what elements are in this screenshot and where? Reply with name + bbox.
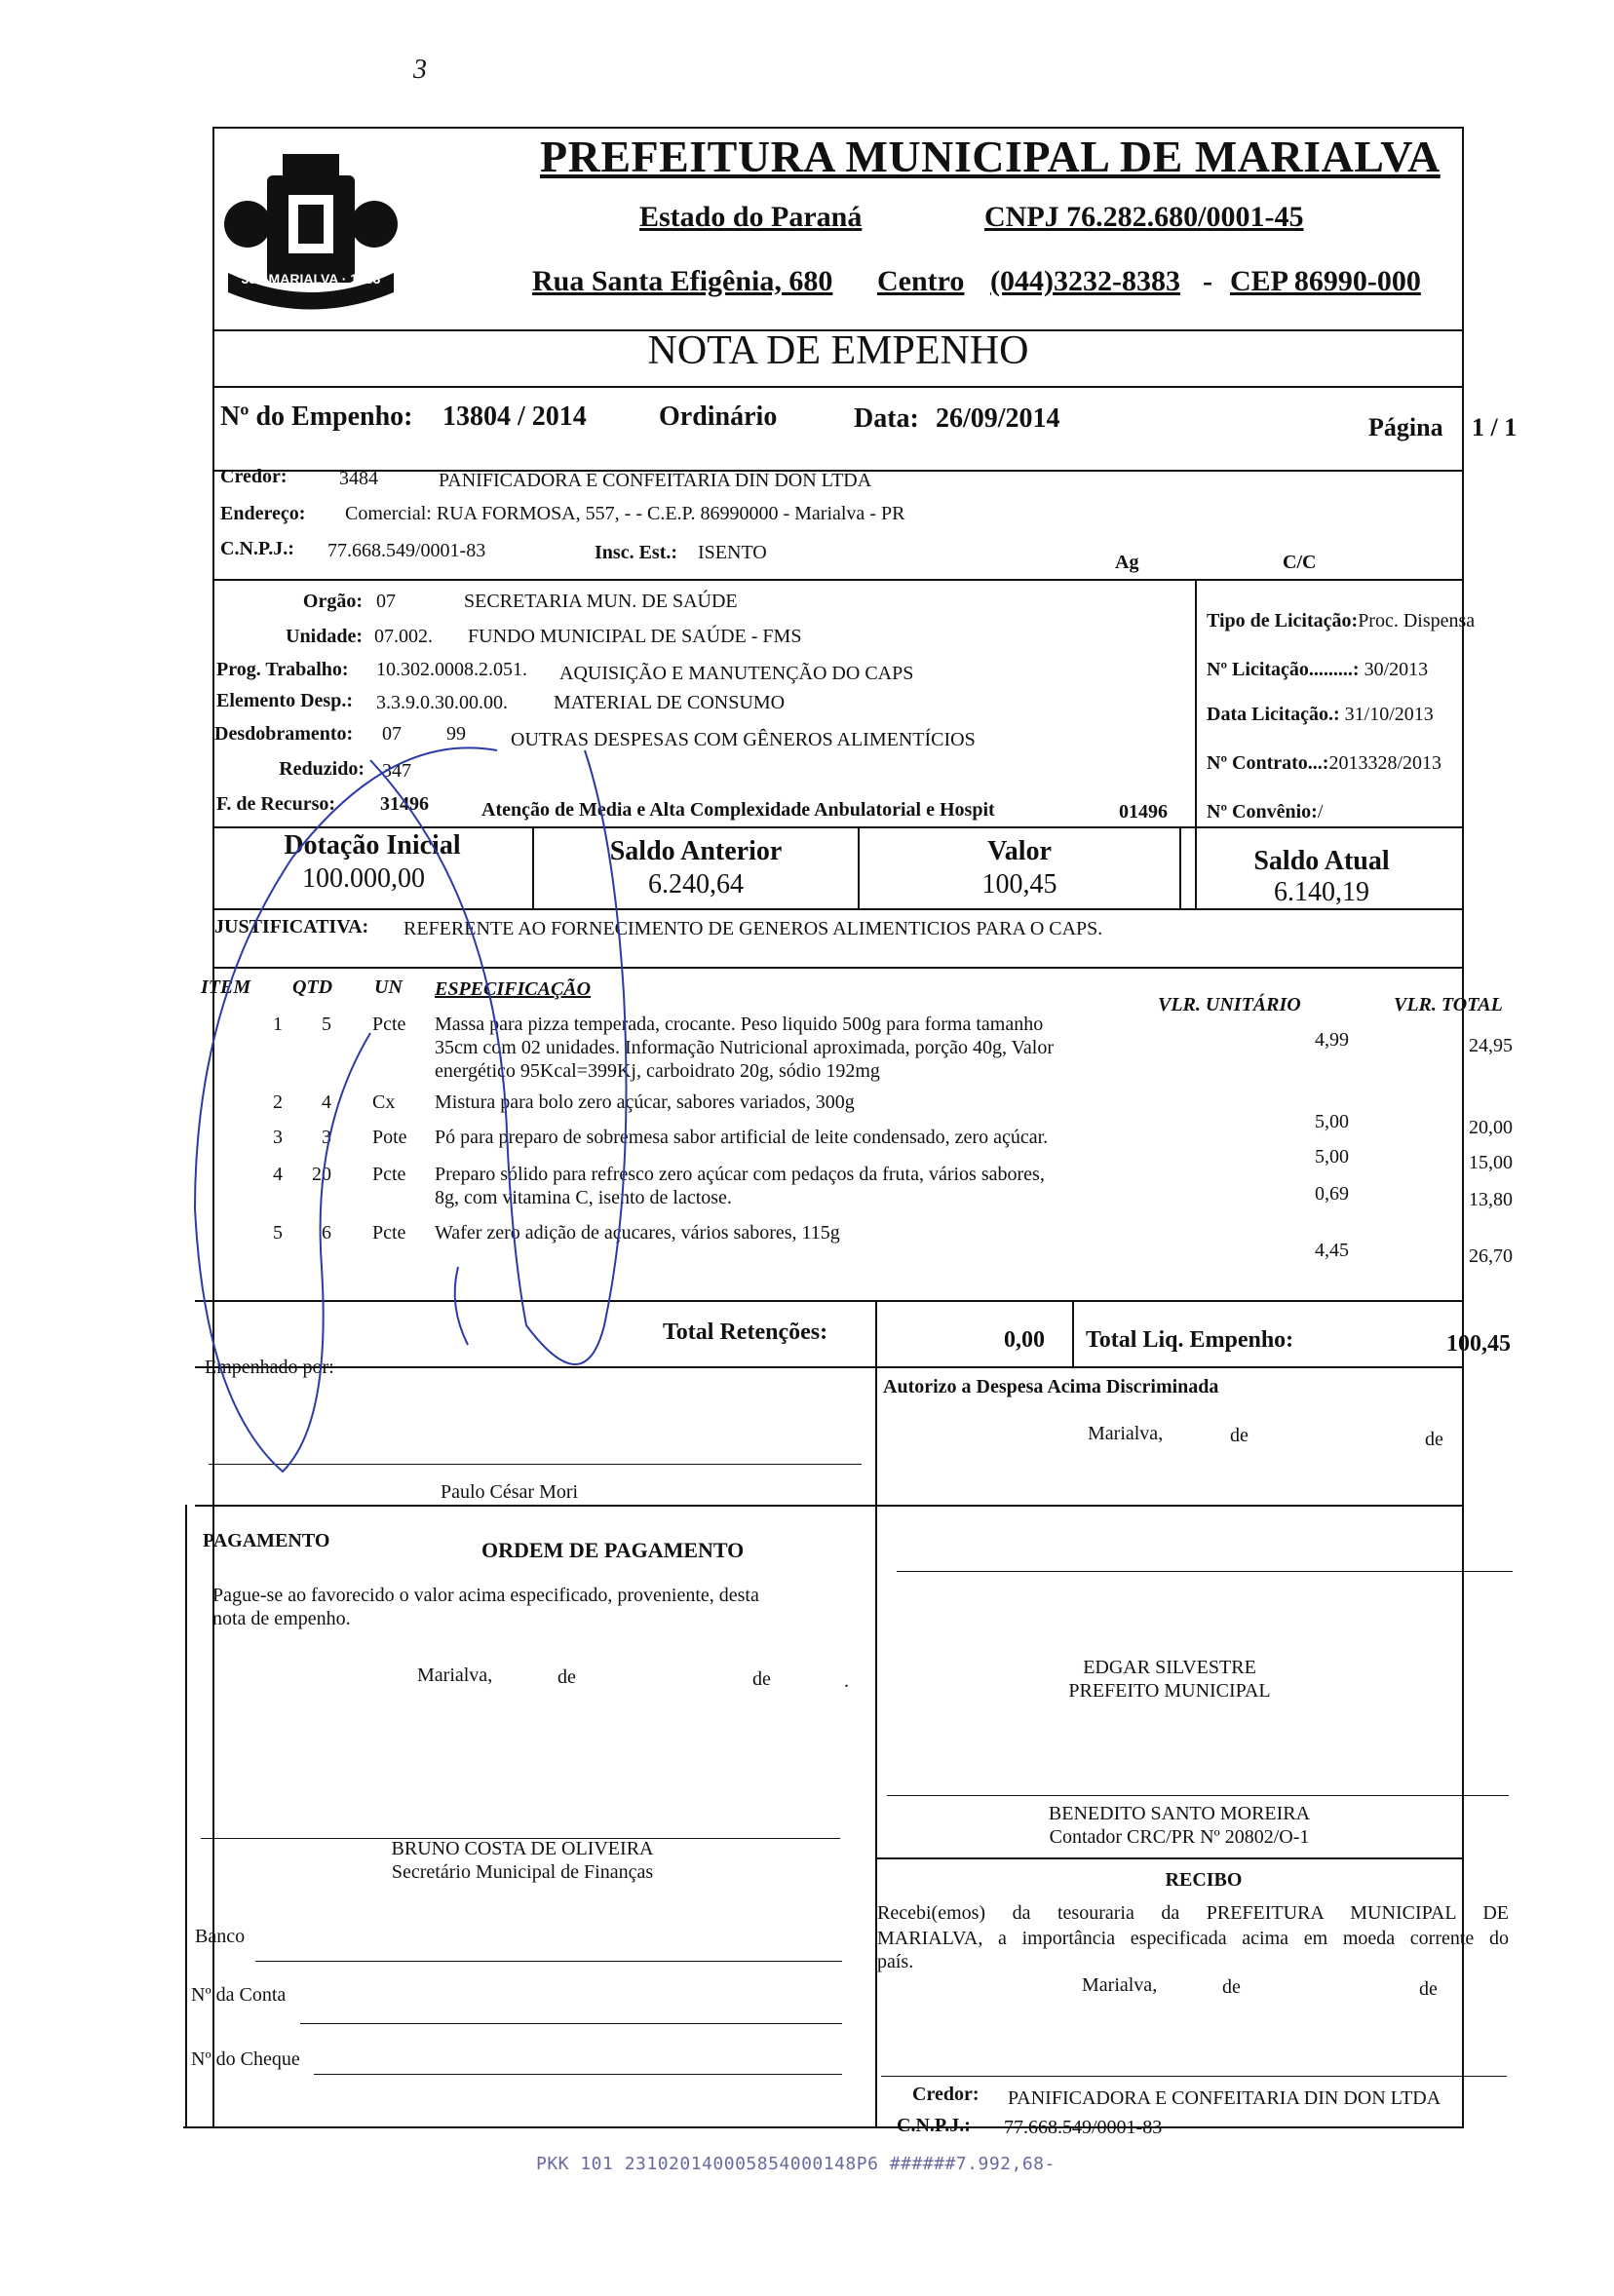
item-qtd: 5 — [322, 1014, 331, 1035]
recibo-de2: de — [1419, 1978, 1438, 2000]
recibo-de1: de — [1222, 1976, 1241, 1998]
cc-label: C/C — [1283, 552, 1317, 573]
header-cnpj: CNPJ 76.282.680/0001-45 — [984, 201, 1304, 233]
unidade-label: Unidade: — [286, 626, 363, 647]
licitacao-numero-label: Nº Licitação.........: — [1207, 659, 1360, 680]
item-unit-type: Pcte — [372, 1014, 406, 1035]
item-unit-type: Pcte — [372, 1164, 406, 1185]
item-unit-type: Cx — [372, 1091, 396, 1113]
dotacao-value: 100.000,00 — [302, 863, 425, 894]
elemento-code: 3.3.9.0.30.00.00. — [376, 692, 508, 713]
item-total-price: 13,80 — [1469, 1189, 1513, 1210]
autorizo-de1: de — [1230, 1425, 1249, 1446]
saldo-anterior-value: 6.240,64 — [648, 869, 744, 899]
credor-label: Credor: — [220, 466, 288, 487]
col-spec: ESPECIFICAÇÃO — [435, 978, 592, 1000]
licitacao-contrato-label: Nº Contrato...: — [1207, 752, 1329, 774]
licitacao-data — [1207, 704, 1434, 726]
reduzido-value: 347 — [382, 760, 411, 782]
justificativa-text: REFERENTE AO FORNECIMENTO DE GENEROS ALIMENTICIOS PARA O CAPS. — [404, 918, 1103, 939]
orgao-code: 07 — [376, 591, 396, 612]
licitacao-data-label: Data Licitação.: — [1207, 704, 1340, 725]
empenho-number-label: Nº do Empenho: — [220, 402, 413, 432]
inscr-label: Insc. Est.: — [595, 542, 678, 563]
dotacao-label: Dotação Inicial — [284, 830, 461, 861]
item-qtd: 6 — [322, 1222, 331, 1244]
licitacao-convenio-label: Nº Convênio: — [1207, 801, 1318, 823]
municipal-seal — [218, 136, 404, 312]
valor-label: Valor — [987, 836, 1052, 866]
col-unit: VLR. UNITÁRIO — [1158, 994, 1301, 1015]
licitacao-data-value: 31/10/2013 — [1344, 704, 1434, 725]
recurso-code2: 01496 — [1119, 801, 1168, 823]
item-unit-price: 5,00 — [1315, 1146, 1349, 1167]
saldo-anterior-label: Saldo Anterior — [609, 836, 783, 866]
pagamento-city: Marialva, — [417, 1665, 493, 1686]
item-qtd: 3 — [322, 1127, 331, 1148]
item-unit-type: Pcte — [372, 1222, 406, 1244]
prog-name: AQUISIÇÃO E MANUTENÇÃO DO CAPS — [559, 663, 914, 684]
item-number: 4 — [273, 1164, 283, 1185]
document-title: NOTA DE EMPENHO — [647, 328, 1029, 373]
item-number: 3 — [273, 1127, 283, 1148]
unidade-code: 07.002. — [374, 626, 433, 647]
header-phone: (044)3232-8383 — [990, 265, 1180, 297]
page-label: Página — [1368, 413, 1443, 441]
item-unit-price: 5,00 — [1315, 1111, 1349, 1132]
credor-cnpj: 77.668.549/0001-83 — [327, 540, 486, 561]
footer-cnpj-label: C.N.P.J.: — [897, 2115, 971, 2136]
col-item: ITEM — [201, 976, 251, 998]
elemento-name: MATERIAL DE CONSUMO — [554, 692, 786, 713]
recibo-line2: MARIALVA, a importância especificada acima em moeda corrente do — [877, 1928, 1509, 1949]
item-spec-line: Preparo sólido para refresco zero açúcar com pedaços da fruta, vários sabores, — [435, 1164, 1045, 1185]
empenho-date-label: Data: — [854, 403, 919, 434]
licitacao-numero-value: 30/2013 — [1364, 659, 1429, 680]
prefeito-role: PREFEITO MUNICIPAL — [1068, 1680, 1271, 1702]
col-un: UN — [374, 976, 403, 998]
liquido-value: 100,45 — [1446, 1331, 1511, 1357]
prog-label: Prog. Trabalho: — [216, 659, 349, 680]
item-unit-type: Pote — [372, 1127, 407, 1148]
unidade-name: FUNDO MUNICIPAL DE SAÚDE - FMS — [468, 626, 802, 647]
footer-credor-label: Credor: — [912, 2084, 980, 2105]
licitacao-contrato-value: 2013328/2013 — [1328, 752, 1442, 774]
item-total-price: 24,95 — [1469, 1035, 1513, 1056]
saldo-atual-value: 6.140,19 — [1274, 877, 1369, 907]
header-district: Centro — [877, 265, 965, 297]
item-unit-price: 0,69 — [1315, 1183, 1349, 1205]
item-spec-line: 35cm com 02 unidades. Informação Nutricional aproximada, porção 40g, Valor — [435, 1037, 1054, 1058]
licitacao-tipo-label: Tipo de Licitação: — [1207, 610, 1359, 631]
desdob-code2: 99 — [446, 723, 466, 745]
stamp-line: PKK 101 231020140005854000148P6 ######7.992,68- — [536, 2154, 1056, 2174]
empenho-date: 26/09/2014 — [936, 403, 1060, 434]
item-spec-line: 8g, com vitamina C, isento de lactose. — [435, 1187, 732, 1208]
licitacao-tipo — [1207, 610, 1475, 632]
col-total: VLR. TOTAL — [1394, 994, 1503, 1015]
item-qtd: 4 — [322, 1091, 331, 1113]
header-dash: - — [1203, 265, 1212, 297]
page-mark: 3 — [413, 55, 427, 85]
licitacao-convenio-value: / — [1317, 801, 1324, 823]
recibo-line3: país. — [877, 1951, 914, 1972]
item-spec-line: Wafer zero adição de açucares, vários sabores, 115g — [435, 1222, 840, 1244]
ordem-label: ORDEM DE PAGAMENTO — [481, 1538, 745, 1562]
recurso-code: 31496 — [380, 793, 429, 815]
header-street: Rua Santa Efigênia, 680 — [532, 265, 833, 297]
empenhado-label: Empenhado por: — [205, 1357, 334, 1378]
footer-cnpj: 77.668.549/0001-83 — [1004, 2117, 1163, 2138]
valor-value: 100,45 — [981, 869, 1057, 899]
retencoes-value: 0,00 — [1004, 1327, 1045, 1353]
licitacao-contrato — [1207, 752, 1441, 775]
item-number: 2 — [273, 1091, 283, 1113]
licitacao-convenio — [1207, 801, 1323, 823]
pagamento-text-2: nota de empenho. — [212, 1608, 351, 1629]
header-cep: CEP 86990-000 — [1230, 265, 1421, 297]
credor-name: PANIFICADORA E CONFEITARIA DIN DON LTDA — [439, 470, 872, 491]
orgao-label: Orgão: — [302, 591, 363, 612]
empenhado-name: Paulo César Mori — [441, 1481, 579, 1503]
item-spec-line: Pó para preparo de sobremesa sabor artificial de leite condensado, zero açúcar. — [435, 1127, 1049, 1148]
ag-label: Ag — [1115, 552, 1139, 573]
pagamento-dot: . — [844, 1670, 849, 1692]
address-label: Endereço: — [220, 503, 306, 524]
recibo-line1: Recebi(emos) da tesouraria da PREFEITURA MUNICIPAL DE — [877, 1902, 1509, 1924]
empenho-type: Ordinário — [659, 402, 778, 432]
col-qtd: QTD — [292, 976, 333, 998]
pagamento-de2: de — [752, 1668, 771, 1690]
item-qtd: 20 — [312, 1164, 331, 1185]
pagamento-text-1: Pague-se ao favorecido o valor acima especificado, proveniente, desta — [212, 1585, 759, 1606]
desdob-code1: 07 — [382, 723, 402, 745]
contador-role: Contador CRC/PR Nº 20802/O-1 — [1049, 1826, 1310, 1848]
item-spec-line: energético 95Kcal=399Kj, carboidrato 20g, sódio 192mg — [435, 1060, 880, 1082]
orgao-name: SECRETARIA MUN. DE SAÚDE — [464, 591, 738, 612]
footer-credor-name: PANIFICADORA E CONFEITARIA DIN DON LTDA — [1008, 2087, 1441, 2109]
prefeito-name: EDGAR SILVESTRE — [1083, 1657, 1256, 1678]
credor-code: 3484 — [339, 468, 378, 489]
cnpj-label: C.N.P.J.: — [220, 538, 294, 559]
secretario-role: Secretário Municipal de Finanças — [391, 1861, 654, 1883]
recibo-city: Marialva, — [1082, 1974, 1158, 1996]
header-title: PREFEITURA MUNICIPAL DE MARIALVA — [540, 132, 1441, 181]
saldo-atual-label: Saldo Atual — [1253, 846, 1390, 876]
item-total-price: 15,00 — [1469, 1152, 1513, 1173]
empenho-number: 13804 / 2014 — [442, 402, 587, 432]
reduzido-label: Reduzido: — [279, 758, 365, 780]
header-state: Estado do Paraná — [639, 201, 863, 233]
credor-inscr: ISENTO — [698, 542, 767, 563]
item-total-price: 26,70 — [1469, 1245, 1513, 1267]
recurso-label: F. de Recurso: — [216, 793, 336, 815]
item-spec-line: Massa para pizza temperada, crocante. Peso liquido 500g para forma tamanho — [435, 1014, 1044, 1035]
retencoes-label: Total Retenções: — [663, 1320, 828, 1345]
banco-label: Banco — [195, 1926, 246, 1947]
pagamento-label: PAGAMENTO — [203, 1530, 330, 1551]
credor-address: Comercial: RUA FORMOSA, 557, - - C.E.P. 86990000 - Marialva - PR — [345, 503, 905, 524]
item-total-price: 20,00 — [1469, 1117, 1513, 1138]
justificativa-label: JUSTIFICATIVA: — [214, 916, 369, 938]
conta-label: Nº da Conta — [191, 1984, 287, 2006]
licitacao-tipo-value: Proc. Dispensa — [1358, 610, 1476, 631]
page-number: 1 / 1 — [1472, 413, 1518, 441]
contador-name: BENEDITO SANTO MOREIRA — [1048, 1803, 1311, 1824]
seal-text: 35 · MARIALVA · 1953 — [241, 271, 381, 287]
item-unit-price: 4,45 — [1315, 1240, 1349, 1261]
recibo-title: RECIBO — [1165, 1869, 1243, 1891]
secretario-name: BRUNO COSTA DE OLIVEIRA — [391, 1838, 654, 1859]
liquido-label: Total Liq. Empenho: — [1086, 1327, 1294, 1353]
desdob-name: OUTRAS DESPESAS COM GÊNEROS ALIMENTÍCIOS — [511, 729, 976, 750]
licitacao-numero — [1207, 659, 1428, 681]
item-number: 5 — [273, 1222, 283, 1244]
item-unit-price: 4,99 — [1315, 1029, 1349, 1051]
cheque-label: Nº do Cheque — [191, 2048, 300, 2070]
recurso-name: Atenção de Media e Alta Complexidade Anbulatorial e Hospit — [481, 799, 995, 821]
item-number: 1 — [273, 1014, 283, 1035]
autorizo-label: Autorizo a Despesa Acima Discriminada — [883, 1376, 1219, 1397]
elemento-label: Elemento Desp.: — [216, 690, 353, 711]
prog-code: 10.302.0008.2.051. — [376, 659, 527, 680]
desdob-label: Desdobramento: — [214, 723, 354, 745]
autorizo-city: Marialva, — [1088, 1423, 1164, 1444]
signature-scribble — [175, 721, 682, 1481]
item-spec-line: Mistura para bolo zero açúcar, sabores variados, 300g — [435, 1091, 855, 1113]
autorizo-de2: de — [1425, 1429, 1443, 1450]
pagamento-de1: de — [557, 1666, 576, 1688]
